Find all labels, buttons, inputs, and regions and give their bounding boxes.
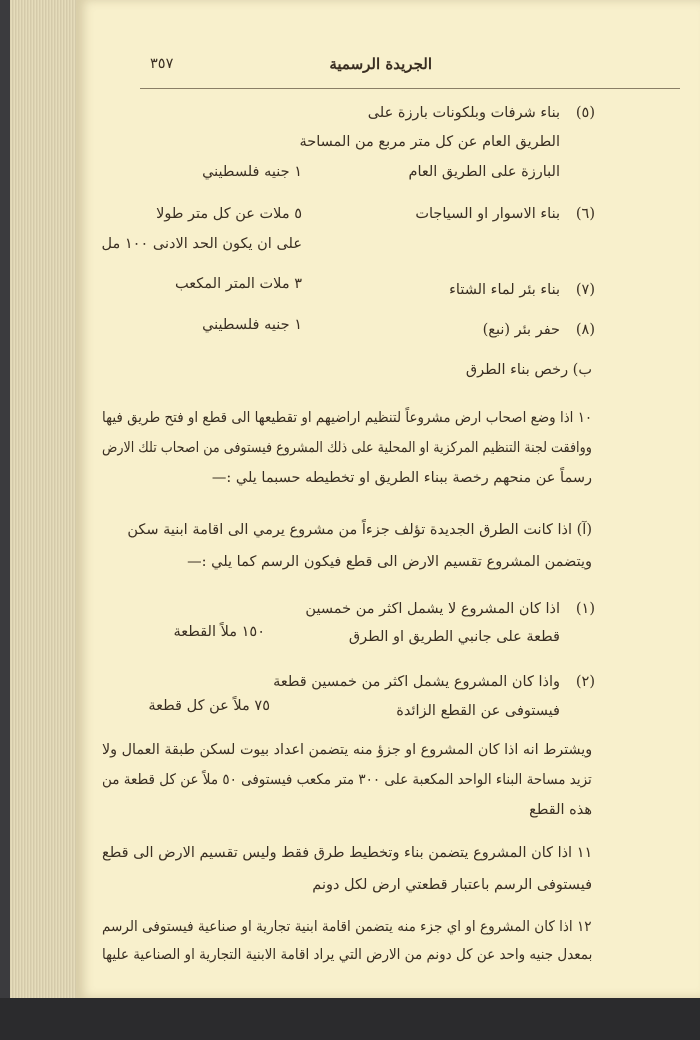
paragraph-line: (آ) اذا كانت الطرق الجديدة تؤلف جزءاً من مشروع يرمي الى اقامة ابنية سكن — [127, 522, 592, 538]
paragraph-line: ويتضمن المشروع تقسيم الارض الى قطع فيكون الرسم كما يلي :— — [187, 554, 592, 570]
paragraph-line: ١٠ اذا وضع اصحاب ارض مشروعاً لتنظيم اراضيهم او تقطيعها الى قطع او فتح طريق فيها — [101, 410, 592, 426]
item-number: (٢) — [575, 674, 595, 690]
item-fee: ١٥٠ ملاً القطعة — [173, 624, 265, 640]
item-fee: ٣ ملات المتر المكعب — [175, 276, 302, 292]
page-number: ٣٥٧ — [150, 56, 174, 72]
background-bottom — [0, 998, 700, 1040]
page-title: الجريدة الرسمية — [329, 55, 432, 73]
item-text: البارزة على الطريق العام — [408, 164, 560, 180]
item-fee: على ان يكون الحد الادنى ١٠٠ مل — [101, 236, 302, 252]
item-number: (١) — [575, 601, 595, 617]
paragraph-line: بمعدل جنيه واحد عن كل دونم من الارض التي يراد اقامة الابنية التجارية او الصناعية عليها — [101, 947, 592, 963]
item-text: قطعة على جانبي الطريق او الطرق — [348, 629, 560, 645]
paragraph-line: ويشترط انه اذا كان المشروع او جزؤ منه يتضمن اعداد بيوت لسكن طبقة العمال ولا — [101, 742, 592, 758]
item-text: بناء بئر لماء الشتاء — [449, 282, 560, 298]
paragraph-line: رسماً عن منحهم رخصة ببناء الطريق او تخطيطه حسبما يلي :— — [211, 470, 592, 486]
paragraph-line: ١١ اذا كان المشروع يتضمن بناء وتخطيط طرق فقط وليس تقسيم الارض الى قطع — [101, 845, 592, 861]
item-text: واذا كان المشروع يشمل اكثر من خمسين قطعة — [273, 674, 560, 690]
header-rule — [140, 88, 680, 89]
item-text: فيستوفى عن القطع الزائدة — [396, 703, 560, 719]
section-heading: ب) رخص بناء الطرق — [465, 362, 592, 378]
item-text: بناء شرفات وبلكونات بارزة على — [367, 105, 560, 121]
item-text: الطريق العام عن كل متر مربع من المساحة — [299, 134, 560, 150]
page-edges — [10, 0, 80, 1000]
item-text: اذا كان المشروع لا يشمل اكثر من خمسين — [305, 601, 560, 617]
paragraph-line: هذه القطع — [529, 802, 592, 818]
item-fee: ٧٥ ملاً عن كل قطعة — [148, 698, 270, 714]
item-number: (٧) — [575, 282, 595, 298]
item-text: حفر بئر (نبع) — [482, 322, 560, 338]
paragraph-line: فيستوفى الرسم باعتبار قطعتي ارض لكل دونم — [312, 877, 592, 893]
item-number: (٥) — [575, 105, 595, 121]
item-text: بناء الاسوار او السياجات — [415, 206, 560, 222]
item-fee: ١ جنيه فلسطيني — [202, 317, 302, 333]
paragraph-line: ووافقت لجنة التنظيم المركزية او المحلية على ذلك المشروع فيستوفى من اصحاب تلك الارض — [102, 440, 592, 456]
item-number: (٨) — [575, 322, 595, 338]
paragraph-line: تزيد مساحة البناء الواحد المكعبة على ٣٠٠ متر مكعب فيستوفى ٥٠ ملاً عن كل قطعة من — [102, 772, 592, 788]
paragraph-line: ١٢ اذا كان المشروع او اي جزء منه يتضمن اقامة ابنية تجارية او صناعية فيستوفى الرسم — [102, 919, 592, 935]
item-number: (٦) — [575, 206, 595, 222]
item-fee: ١ جنيه فلسطيني — [202, 164, 302, 180]
item-fee: ٥ ملات عن كل متر طولا — [156, 206, 302, 222]
